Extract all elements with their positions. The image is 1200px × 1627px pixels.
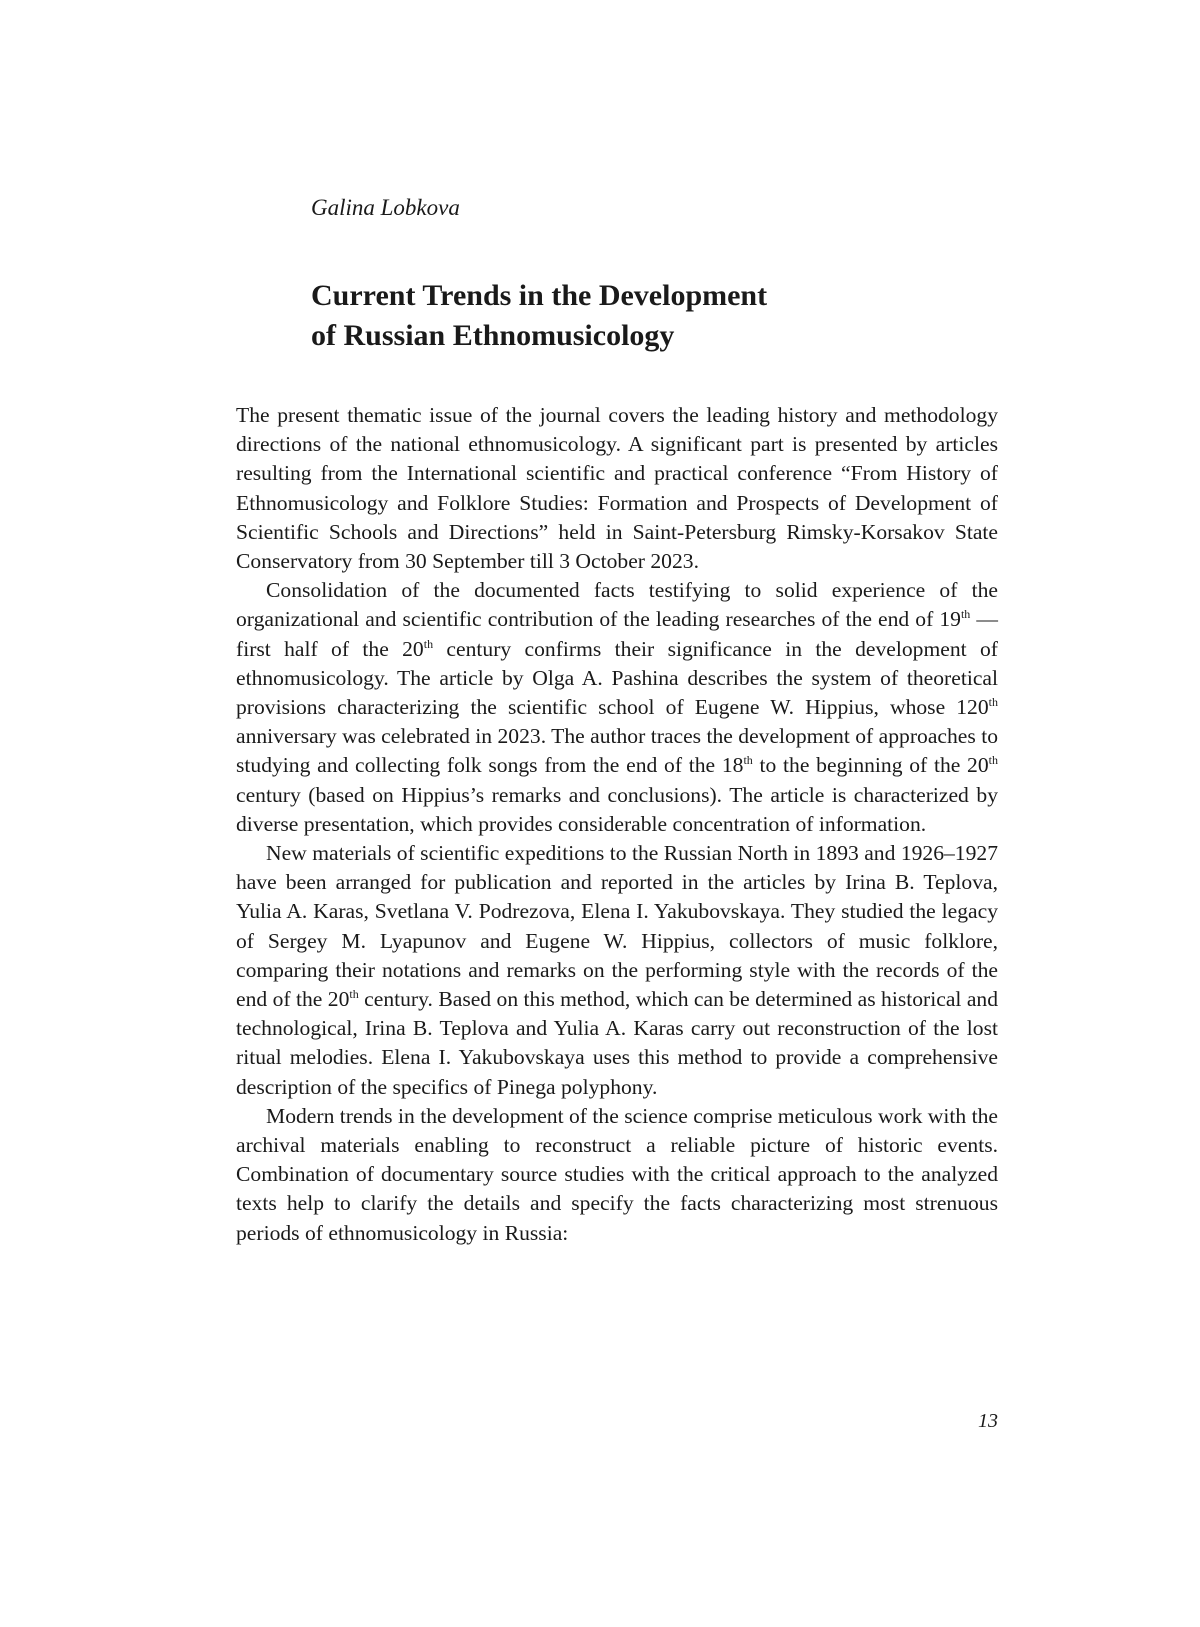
ordinal-suffix: th [349,987,358,1001]
ordinal-suffix: th [989,695,998,709]
paragraph-1: The present thematic issue of the journal covers the leading history and methodology directions of the national ethnomusicology. A significant part is presented by articles resulting from the International scientific and practical conference “From History of Ethnomusicology and Folklore Studies: Formation and Prospects of Development of Scientific Schools and Directions” held in Saint-Petersburg Rimsky-Korsakov State Conservatory from 30 September till 3 October 2023. [236,401,998,576]
page-number: 13 [962,1408,998,1434]
article-title-line-1: Current Trends in the Development [311,276,1011,316]
paragraph-3-part-2: century. Based on this method, which can be determined as historical and technological, Irina B. Teplova and Yulia A. Karas carry out reconstruction of the lost ritual melodies. Elena I. Yakubovskaya uses this method to provide a comprehensive description of the specifics of Pinega polyphony. [236,987,998,1099]
paragraph-2-part-1: Consolidation of the documented facts testifying to solid experience of the organizational and scientific contribution of the leading researches of the end of 19 [236,578,998,631]
paragraph-3-part-1: New materials of scientific expeditions to the Russian North in 1893 and 1926–1927 have been arranged for publication and reported in the articles by Irina B. Teplova, Yulia A. Karas, Svetlana V. Podrezova, Elena I. Yakubovskaya. They studied the legacy of Sergey M. Lyapunov and Eugene W. Hippius, collectors of music folklore, comparing their notations and remarks on the performing style with the records of the end of the 20 [236,841,998,1011]
paragraph-2-part-3: century confirms their significance in the development of ethnomusicology. The article by Olga A. Pashina describes the system of theoretical provisions characterizing the scientific school of Eugene W. Hippius, whose 120 [236,637,998,719]
paragraph-2-part-4: anniversary was celebrated in 2023. The author traces the development of approaches to studying and collecting folk songs from the end of the 18 [236,724,998,777]
paragraph-2-part-2: — first half of the 20 [236,607,998,660]
paragraph-2 [236,576,998,839]
article-body [236,401,998,1248]
ordinal-suffix: th [424,636,433,650]
paragraph-2-part-5: to the beginning of the 20 [753,753,989,777]
paragraph-2-part-6: century (based on Hippius’s remarks and conclusions). The article is characterized by diverse presentation, which provides considerable concentration of information. [236,783,998,836]
article-title [311,276,1011,356]
paragraph-3 [236,839,998,1102]
author-name: Galina Lobkova [311,193,460,223]
ordinal-suffix: th [961,607,970,621]
ordinal-suffix: th [989,753,998,767]
paragraph-4: Modern trends in the development of the science comprise meticulous work with the archival materials enabling to reconstruct a reliable picture of historic events. Combination of documentary source studies with the critical approach to the analyzed texts help to clarify the details and specify the facts characterizing most strenuous periods of ethnomusicology in Russia: [236,1102,998,1248]
article-title-line-2: of Russian Ethnomusicology [311,316,1011,356]
ordinal-suffix: th [743,753,752,767]
